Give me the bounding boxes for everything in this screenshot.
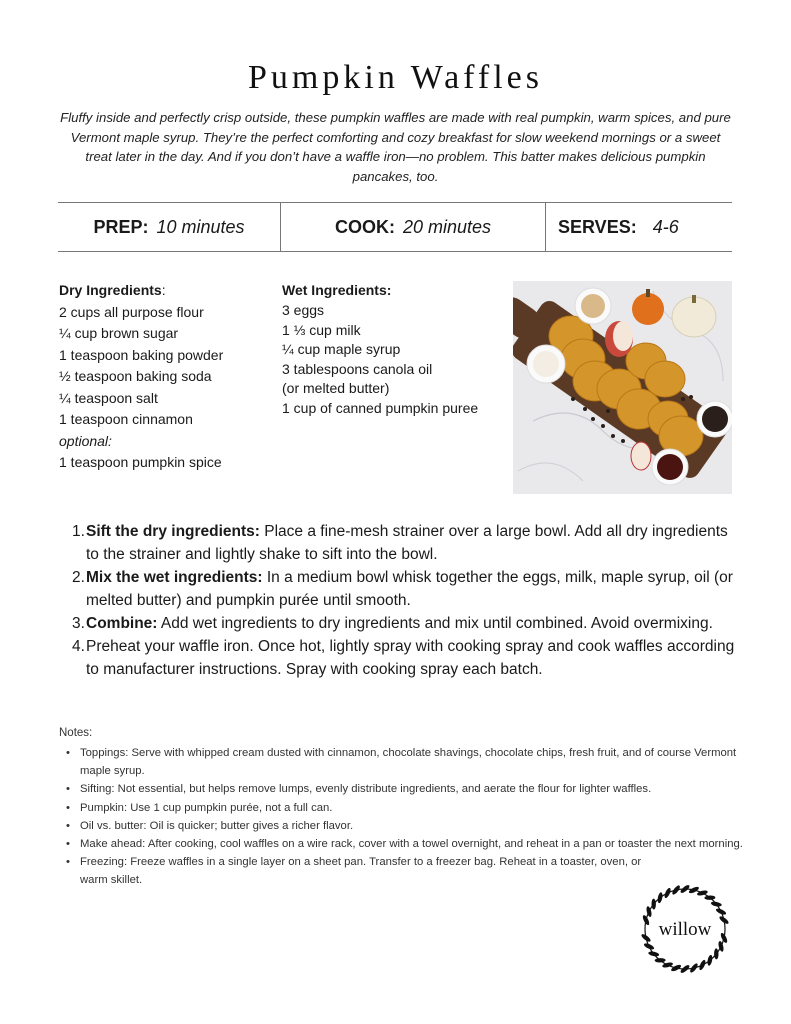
ingredient-item: (or melted butter) [282,380,390,396]
wet-ingredients [282,280,478,418]
waffle-board-illustration [513,281,732,494]
note-item: • Sifting: Not essential, but helps remove lumps, evenly distribute ingredients, and aerate the flour for lighter waffles. [66,780,746,798]
ingredient-item: ½ teaspoon baking soda [59,368,212,384]
ingredient-item: 3 tablespoons canola oil [282,360,433,377]
notes-heading: Notes: [59,727,93,739]
bullet-icon: • [66,819,70,832]
step-text: Place a fine-mesh strainer over a large bowl. Add all dry ingredients to the strainer and lightly shake to sift into the bowl. [86,523,728,563]
bullet-icon: • [66,838,70,851]
cook-time [280,203,545,251]
ingredient-item: ¼ cup maple syrup [282,341,401,357]
bullet-icon: • [66,856,70,869]
prep-label: PREP: [93,216,149,237]
cook-value: 20 minutes [402,216,492,237]
servings [545,203,732,251]
note-item: • Toppings: Serve with whipped cream dusted with cinnamon, chocolate shavings, chocolate chips, fresh fruit, and of course Vermont maple syrup. [66,744,746,780]
orange-pumpkin [632,293,664,325]
bullet-icon: • [66,783,70,796]
note-item: • Oil vs. butter: Oil is quicker; butter gives a richer flavor. [66,817,746,835]
recipe-intro: Fluffy inside and perfectly crisp outside, these pumpkin waffles are made with real pumpkin, warm spices, and pure Vermont maple syrup. They’re the perfect comforting and cozy breakfast for slow weekend mornings or a sweet treat later in the day. And if you don’t have a waffle iron—no problem. This batter makes delicious pumpkin pancakes, too. [60,110,731,184]
ingredient-item: 2 cups all purpose flour [59,303,204,320]
recipe-title: Pumpkin Waffles [248,58,543,96]
ingredient-item: 1 teaspoon pumpkin spice [59,454,222,470]
recipe-info-bar [58,202,732,252]
apple-slices [631,442,651,470]
instructions-list [72,520,742,681]
dry-ingredients-heading: Dry Ingredients: [59,282,166,298]
logo-text: willow [658,919,712,940]
step-text: Preheat your waffle iron. Once hot, lightly spray with cooking spray and cook waffles according to manufacturer instructions. Spray with cooking spray each batch. [86,638,735,678]
notes-list [66,744,746,890]
wet-ingredients-heading: Wet Ingredients: [282,282,392,298]
ingredient-item: 1 teaspoon cinnamon [59,411,193,427]
bullet-icon: • [66,801,70,814]
ingredient-item: 1 ⅓ cup milk [282,321,361,338]
serves-label: SERVES: [558,216,637,237]
note-item: • Pumpkin: Use 1 cup pumpkin purée, not a full can. [66,799,746,817]
instruction-step: 2. Mix the wet ingredients: In a medium bowl whisk together the eggs, milk, maple syrup, oil (or melted butter) and pumpkin purée until smooth. [72,569,733,609]
instruction-step: 1. Sift the dry ingredients: Place a fine-mesh strainer over a large bowl. Add all dry ingredients to the strainer and lightly shake to sift into the bowl. [72,523,728,563]
recipe-photo [513,281,732,494]
note-item: • Freezing: Freeze waffles in a single layer on a sheet pan. Transfer to a freezer bag. Reheat in a toaster, oven, or warm skillet. [66,853,746,889]
step-text: Add wet ingredients to dry ingredients and mix until combined. Avoid overmixing. [157,615,713,632]
step-title: Sift the dry ingredients: [86,523,260,540]
serves-value: 4-6 [652,216,679,237]
ingredient-item: 3 eggs [282,302,325,318]
willow-logo [636,880,734,978]
laurel-wreath-icon [636,880,734,978]
bullet-icon: • [66,747,70,759]
prep-value: 10 minutes [156,216,245,237]
instruction-step: 3. Combine: Add wet ingredients to dry ingredients and mix until combined. Avoid overmixing. [72,615,713,632]
ingredient-item: 1 teaspoon baking powder [59,346,224,363]
note-item: • Make ahead: After cooking, cool waffles on a wire rack, cover with a towel overnight, and reheat in a pan or toaster the next morning. [66,835,746,853]
step-title: Mix the wet ingredients: [86,569,263,586]
instruction-step: 4. Preheat your waffle iron. Once hot, lightly spray with cooking spray and cook waffles according to manufacturer instructions. Spray with cooking spray each batch. [72,638,735,678]
dry-ingredients [59,280,223,474]
ingredient-item: ¼ teaspoon salt [59,389,158,406]
ingredient-item: ¼ cup brown sugar [59,325,179,341]
ingredient-item: 1 cup of canned pumpkin puree [282,399,479,416]
prep-time [58,203,280,251]
cook-label: COOK: [334,216,395,237]
step-title: Combine: [86,615,158,632]
optional-label: optional: [59,432,112,449]
step-text: In a medium bowl whisk together the eggs, milk, maple syrup, oil (or melted butter) and pumpkin purée until smooth. [86,569,733,609]
